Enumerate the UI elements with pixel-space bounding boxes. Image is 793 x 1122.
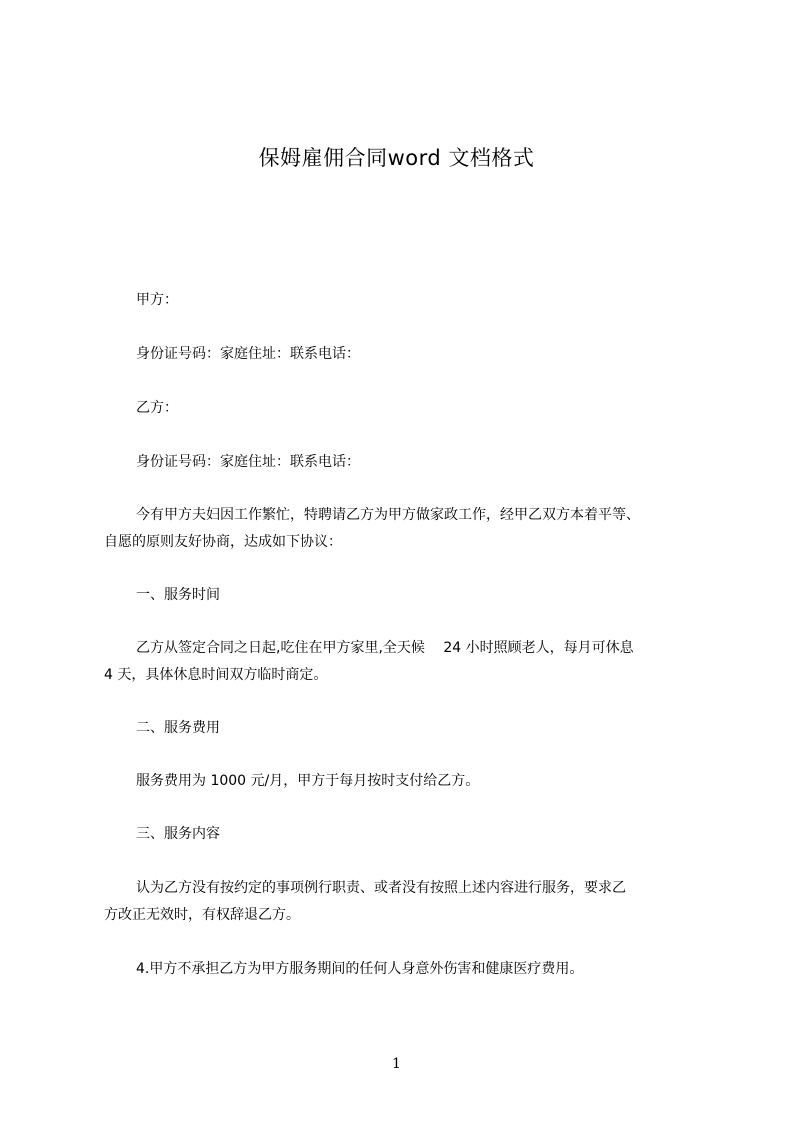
intro-paragraph-line-2: 自愿的原则友好协商，达成如下协议： [104, 534, 342, 550]
section-heading-service-fee: 二、服务费用 [136, 720, 220, 736]
service-time-line-2: 4 天，具体休息时间双方临时商定。 [104, 667, 328, 683]
service-content-line-1: 认为乙方没有按约定的事项例行职责、或者没有按照上述内容进行服务，要求乙 [136, 880, 626, 896]
service-time-line-1: 乙方从签定合同之日起,吃住在甲方家里,全天候 24 小时照顾老人，每月可休息 [136, 640, 634, 656]
service-fee-line: 服务费用为 1000 元/月，甲方于每月按时支付给乙方。 [136, 773, 480, 789]
party-b-label: 乙方： [136, 400, 178, 416]
party-a-info: 身份证号码：家庭住址：联系电话： [136, 346, 360, 362]
document-title: 保姆雇佣合同word 文档格式 [258, 146, 535, 170]
party-a-label: 甲方： [136, 292, 178, 308]
intro-paragraph-line-1: 今有甲方夫妇因工作繁忙，特聘请乙方为甲方做家政工作，经甲乙双方本着平等、 [136, 507, 640, 523]
page-number: 1 [392, 1056, 401, 1072]
clause-item-4: 4.甲方不承担乙方为甲方服务期间的任何人身意外伤害和健康医疗费用。 [136, 961, 584, 977]
section-heading-service-time: 一、服务时间 [136, 587, 220, 603]
party-b-info: 身份证号码：家庭住址：联系电话： [136, 454, 360, 470]
service-content-line-2: 方改正无效时，有权辞退乙方。 [104, 907, 300, 923]
section-heading-service-content: 三、服务内容 [136, 826, 220, 842]
